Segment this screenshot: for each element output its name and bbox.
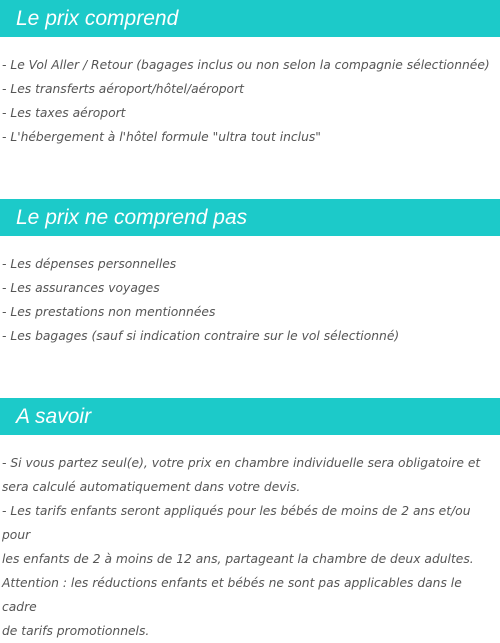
list-item: - Les bagages (sauf si indication contraire sur le vol sélectionné) bbox=[2, 329, 400, 343]
excluded-list bbox=[0, 252, 500, 348]
list-item: - Les taxes aéroport bbox=[2, 106, 126, 120]
info-line: - Si vous partez seul(e), votre prix en chambre individuelle sera obligatoire et bbox=[2, 456, 481, 470]
section-price-excludes bbox=[0, 199, 500, 348]
list-item: - L'hébergement à l'hôtel formule "ultra tout inclus" bbox=[2, 130, 321, 144]
info-line: Attention : les réductions enfants et bébés ne sont pas applicables dans le cadre bbox=[2, 576, 462, 614]
section-good-to-know bbox=[0, 398, 500, 643]
included-list bbox=[0, 53, 500, 149]
info-line: de tarifs promotionnels. bbox=[2, 624, 150, 638]
list-item: - Les prestations non mentionnées bbox=[2, 305, 216, 319]
section-heading: Le prix ne comprend pas bbox=[0, 199, 500, 236]
info-line: les enfants de 2 à moins de 12 ans, partageant la chambre de deux adultes. bbox=[2, 552, 474, 566]
section-price-includes bbox=[0, 0, 500, 149]
list-item: - Le Vol Aller / Retour (bagages inclus ou non selon la compagnie sélectionnée) bbox=[2, 58, 490, 72]
info-line: - Les tarifs enfants seront appliqués pour les bébés de moins de 2 ans et/ou pour bbox=[2, 504, 471, 542]
section-heading: A savoir bbox=[0, 398, 500, 435]
info-line: sera calculé automatiquement dans votre devis. bbox=[2, 480, 301, 494]
list-item: - Les dépenses personnelles bbox=[2, 257, 177, 271]
list-item: - Les transferts aéroport/hôtel/aéroport bbox=[2, 82, 244, 96]
info-paragraph bbox=[0, 451, 500, 643]
list-item: - Les assurances voyages bbox=[2, 281, 160, 295]
section-heading: Le prix comprend bbox=[0, 0, 500, 37]
